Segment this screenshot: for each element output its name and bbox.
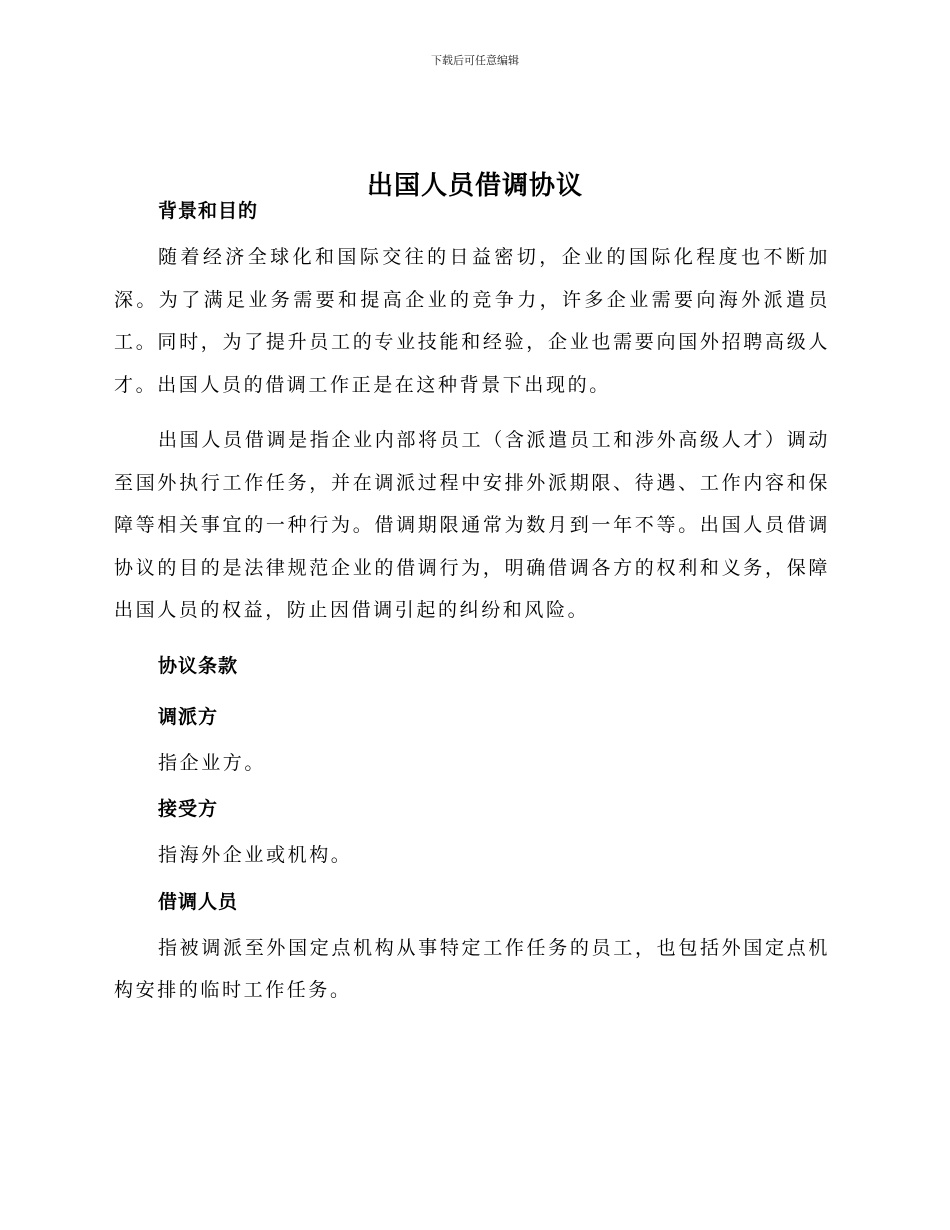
section-heading-background: 背景和目的 (158, 200, 259, 222)
spacer (114, 877, 830, 885)
section-heading-seconded-staff: 借调人员 (158, 890, 239, 913)
paragraph-receiver: 指海外企业或机构。 (158, 844, 353, 866)
section-heading-terms: 协议条款 (158, 654, 239, 677)
spacer (114, 632, 830, 649)
paragraph-background-1: 随着经济全球化和国际交往的日益密切，企业的国际化程度也不断加深。为了满足业务需要和提高企业的竞争力，许多企业需要向海外派遣员工。同时，为了提升员工的专业技能和经验，企业也需要向国外招聘高级人才。出国人员的借调工作正是在这种背景下出现的。 (114, 246, 830, 396)
document-body (114, 194, 830, 1012)
page-header-note: 下载后可任意编辑 (431, 54, 519, 67)
spacer (114, 826, 830, 834)
spacer (114, 784, 830, 792)
spacer (114, 734, 830, 742)
document-title: 出国人员借调协议 (366, 171, 583, 202)
spacer (114, 406, 830, 419)
paragraph-seconded-staff: 指被调派至外国定点机构从事特定工作任务的员工，也包括外国定点机构安排的临时工作任务。 (114, 936, 830, 1001)
section-heading-dispatcher: 调派方 (158, 705, 219, 728)
section-heading-receiver: 接受方 (158, 798, 219, 820)
spacer (114, 228, 830, 236)
spacer (114, 919, 830, 927)
spacer (114, 683, 830, 700)
paragraph-dispatcher: 指企业方。 (158, 751, 267, 774)
paragraph-background-2: 出国人员借调是指企业内部将员工（含派遣员工和涉外高级人才）调动至国外执行工作任务，并在调派过程中安排外派期限、待遇、工作内容和保障等相关事宜的一种行为。借调期限通常为数月到一年不等。出国人员借调协议的目的是法律规范企业的借调行为，明确借调各方的权利和义务，保障出国人员的权益，防止因借调引起的纠纷和风险。 (114, 429, 830, 621)
